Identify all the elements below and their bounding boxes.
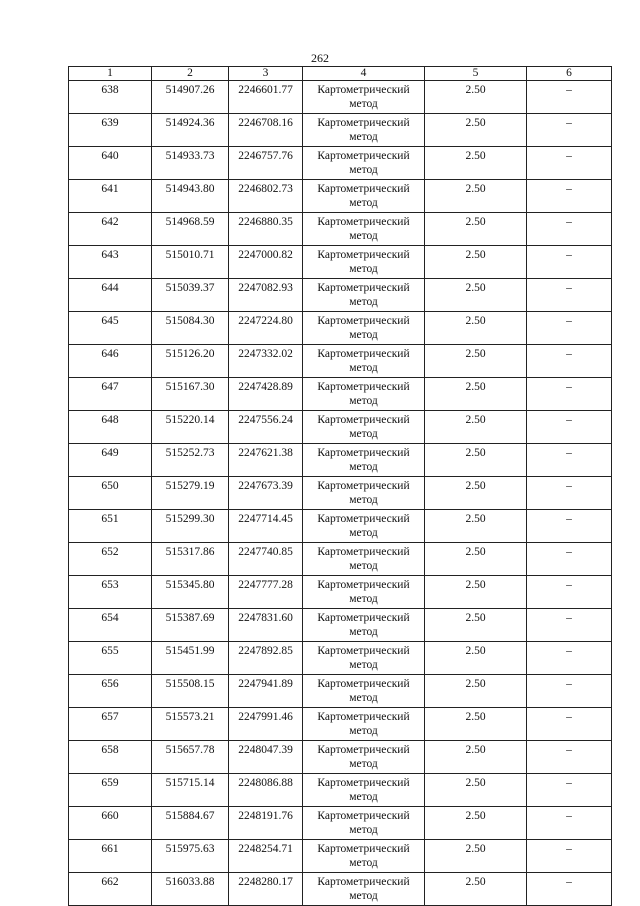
method-cell: Картометрический метод (303, 675, 425, 708)
note-cell: – (527, 708, 612, 741)
note-cell: – (527, 411, 612, 444)
table-row (69, 147, 612, 180)
x-coordinate-cell: 515884.67 (152, 807, 229, 840)
note-cell: – (527, 675, 612, 708)
x-coordinate-cell: 515317.86 (152, 543, 229, 576)
y-coordinate-cell: 2247777.28 (229, 576, 303, 609)
y-coordinate-cell: 2247428.89 (229, 378, 303, 411)
table-row (69, 246, 612, 279)
note-cell: – (527, 213, 612, 246)
table-row (69, 741, 612, 774)
point-number-cell: 640 (69, 147, 152, 180)
note-cell: – (527, 477, 612, 510)
method-cell: Картометрический метод (303, 147, 425, 180)
point-number-cell: 644 (69, 279, 152, 312)
y-coordinate-cell: 2247621.38 (229, 444, 303, 477)
table-row (69, 807, 612, 840)
accuracy-cell: 2.50 (425, 114, 527, 147)
note-cell: – (527, 642, 612, 675)
method-cell: Картометрический метод (303, 411, 425, 444)
note-cell: – (527, 345, 612, 378)
table-row (69, 510, 612, 543)
point-number-cell: 656 (69, 675, 152, 708)
x-coordinate-cell: 516033.88 (152, 873, 229, 906)
page-number: 262 (311, 51, 329, 65)
accuracy-cell: 2.50 (425, 576, 527, 609)
note-cell: – (527, 609, 612, 642)
y-coordinate-cell: 2247991.46 (229, 708, 303, 741)
accuracy-cell: 2.50 (425, 510, 527, 543)
table-row (69, 411, 612, 444)
accuracy-cell: 2.50 (425, 609, 527, 642)
note-cell: – (527, 873, 612, 906)
y-coordinate-cell: 2248254.71 (229, 840, 303, 873)
method-cell: Картометрический метод (303, 477, 425, 510)
x-coordinate-cell: 515299.30 (152, 510, 229, 543)
table-body (69, 81, 612, 906)
x-coordinate-cell: 515387.69 (152, 609, 229, 642)
y-coordinate-cell: 2247831.60 (229, 609, 303, 642)
accuracy-cell: 2.50 (425, 279, 527, 312)
x-coordinate-cell: 515126.20 (152, 345, 229, 378)
point-number-cell: 662 (69, 873, 152, 906)
x-coordinate-cell: 515508.15 (152, 675, 229, 708)
x-coordinate-cell: 515975.63 (152, 840, 229, 873)
y-coordinate-cell: 2247740.85 (229, 543, 303, 576)
table-row (69, 708, 612, 741)
x-coordinate-cell: 514924.36 (152, 114, 229, 147)
point-number-cell: 652 (69, 543, 152, 576)
table-row (69, 345, 612, 378)
accuracy-cell: 2.50 (425, 378, 527, 411)
note-cell: – (527, 741, 612, 774)
accuracy-cell: 2.50 (425, 147, 527, 180)
table-row (69, 840, 612, 873)
accuracy-cell: 2.50 (425, 444, 527, 477)
accuracy-cell: 2.50 (425, 708, 527, 741)
y-coordinate-cell: 2246880.35 (229, 213, 303, 246)
table-header (69, 67, 612, 81)
x-coordinate-cell: 515715.14 (152, 774, 229, 807)
method-cell: Картометрический метод (303, 345, 425, 378)
note-cell: – (527, 180, 612, 213)
point-number-cell: 654 (69, 609, 152, 642)
accuracy-cell: 2.50 (425, 246, 527, 279)
accuracy-cell: 2.50 (425, 807, 527, 840)
table-row (69, 543, 612, 576)
column-header-6: 6 (527, 67, 612, 81)
accuracy-cell: 2.50 (425, 741, 527, 774)
column-header-2: 2 (152, 67, 229, 81)
y-coordinate-cell: 2247332.02 (229, 345, 303, 378)
point-number-cell: 649 (69, 444, 152, 477)
x-coordinate-cell: 515573.21 (152, 708, 229, 741)
method-cell: Картометрический метод (303, 807, 425, 840)
point-number-cell: 659 (69, 774, 152, 807)
method-cell: Картометрический метод (303, 279, 425, 312)
table-row (69, 477, 612, 510)
y-coordinate-cell: 2246757.76 (229, 147, 303, 180)
accuracy-cell: 2.50 (425, 642, 527, 675)
y-coordinate-cell: 2248280.17 (229, 873, 303, 906)
y-coordinate-cell: 2247714.45 (229, 510, 303, 543)
method-cell: Картометрический метод (303, 873, 425, 906)
note-cell: – (527, 543, 612, 576)
header-row (69, 67, 612, 81)
table-row (69, 81, 612, 114)
point-number-cell: 647 (69, 378, 152, 411)
x-coordinate-cell: 514968.59 (152, 213, 229, 246)
method-cell: Картометрический метод (303, 312, 425, 345)
y-coordinate-cell: 2248086.88 (229, 774, 303, 807)
y-coordinate-cell: 2246601.77 (229, 81, 303, 114)
x-coordinate-cell: 514907.26 (152, 81, 229, 114)
table-row (69, 312, 612, 345)
note-cell: – (527, 279, 612, 312)
note-cell: – (527, 147, 612, 180)
x-coordinate-cell: 515220.14 (152, 411, 229, 444)
x-coordinate-cell: 515039.37 (152, 279, 229, 312)
accuracy-cell: 2.50 (425, 411, 527, 444)
table-row (69, 873, 612, 906)
table-row (69, 378, 612, 411)
note-cell: – (527, 444, 612, 477)
note-cell: – (527, 312, 612, 345)
x-coordinate-cell: 514933.73 (152, 147, 229, 180)
note-cell: – (527, 774, 612, 807)
note-cell: – (527, 114, 612, 147)
accuracy-cell: 2.50 (425, 840, 527, 873)
x-coordinate-cell: 515279.19 (152, 477, 229, 510)
y-coordinate-cell: 2246708.16 (229, 114, 303, 147)
method-cell: Картометрический метод (303, 840, 425, 873)
method-cell: Картометрический метод (303, 609, 425, 642)
method-cell: Картометрический метод (303, 741, 425, 774)
method-cell: Картометрический метод (303, 213, 425, 246)
point-number-cell: 653 (69, 576, 152, 609)
method-cell: Картометрический метод (303, 180, 425, 213)
column-header-1: 1 (69, 67, 152, 81)
note-cell: – (527, 840, 612, 873)
point-number-cell: 658 (69, 741, 152, 774)
method-cell: Картометрический метод (303, 81, 425, 114)
accuracy-cell: 2.50 (425, 774, 527, 807)
point-number-cell: 661 (69, 840, 152, 873)
point-number-cell: 645 (69, 312, 152, 345)
point-number-cell: 657 (69, 708, 152, 741)
method-cell: Картометрический метод (303, 642, 425, 675)
accuracy-cell: 2.50 (425, 213, 527, 246)
note-cell: – (527, 378, 612, 411)
y-coordinate-cell: 2247941.89 (229, 675, 303, 708)
table-row (69, 444, 612, 477)
note-cell: – (527, 807, 612, 840)
x-coordinate-cell: 515252.73 (152, 444, 229, 477)
method-cell: Картометрический метод (303, 246, 425, 279)
method-cell: Картометрический метод (303, 114, 425, 147)
y-coordinate-cell: 2247000.82 (229, 246, 303, 279)
method-cell: Картометрический метод (303, 708, 425, 741)
x-coordinate-cell: 515451.99 (152, 642, 229, 675)
table-row (69, 642, 612, 675)
column-header-5: 5 (425, 67, 527, 81)
accuracy-cell: 2.50 (425, 675, 527, 708)
y-coordinate-cell: 2248047.39 (229, 741, 303, 774)
point-number-cell: 660 (69, 807, 152, 840)
point-number-cell: 655 (69, 642, 152, 675)
column-header-3: 3 (229, 67, 303, 81)
column-header-4: 4 (303, 67, 425, 81)
point-number-cell: 651 (69, 510, 152, 543)
table-row (69, 609, 612, 642)
x-coordinate-cell: 515010.71 (152, 246, 229, 279)
accuracy-cell: 2.50 (425, 873, 527, 906)
accuracy-cell: 2.50 (425, 477, 527, 510)
table-row (69, 576, 612, 609)
accuracy-cell: 2.50 (425, 81, 527, 114)
x-coordinate-cell: 515345.80 (152, 576, 229, 609)
point-number-cell: 642 (69, 213, 152, 246)
note-cell: – (527, 81, 612, 114)
y-coordinate-cell: 2246802.73 (229, 180, 303, 213)
method-cell: Картометрический метод (303, 543, 425, 576)
point-number-cell: 650 (69, 477, 152, 510)
x-coordinate-cell: 515657.78 (152, 741, 229, 774)
method-cell: Картометрический метод (303, 774, 425, 807)
method-cell: Картометрический метод (303, 510, 425, 543)
table-row (69, 213, 612, 246)
method-cell: Картометрический метод (303, 378, 425, 411)
table-row (69, 180, 612, 213)
coordinates-table (68, 66, 612, 906)
y-coordinate-cell: 2247673.39 (229, 477, 303, 510)
y-coordinate-cell: 2248191.76 (229, 807, 303, 840)
point-number-cell: 648 (69, 411, 152, 444)
point-number-cell: 639 (69, 114, 152, 147)
accuracy-cell: 2.50 (425, 312, 527, 345)
method-cell: Картометрический метод (303, 444, 425, 477)
table-row (69, 774, 612, 807)
point-number-cell: 646 (69, 345, 152, 378)
accuracy-cell: 2.50 (425, 543, 527, 576)
y-coordinate-cell: 2247556.24 (229, 411, 303, 444)
y-coordinate-cell: 2247892.85 (229, 642, 303, 675)
table-row (69, 279, 612, 312)
method-cell: Картометрический метод (303, 576, 425, 609)
y-coordinate-cell: 2247082.93 (229, 279, 303, 312)
point-number-cell: 638 (69, 81, 152, 114)
note-cell: – (527, 510, 612, 543)
point-number-cell: 641 (69, 180, 152, 213)
y-coordinate-cell: 2247224.80 (229, 312, 303, 345)
table-row (69, 675, 612, 708)
note-cell: – (527, 576, 612, 609)
x-coordinate-cell: 514943.80 (152, 180, 229, 213)
accuracy-cell: 2.50 (425, 345, 527, 378)
point-number-cell: 643 (69, 246, 152, 279)
x-coordinate-cell: 515167.30 (152, 378, 229, 411)
accuracy-cell: 2.50 (425, 180, 527, 213)
x-coordinate-cell: 515084.30 (152, 312, 229, 345)
table-row (69, 114, 612, 147)
note-cell: – (527, 246, 612, 279)
